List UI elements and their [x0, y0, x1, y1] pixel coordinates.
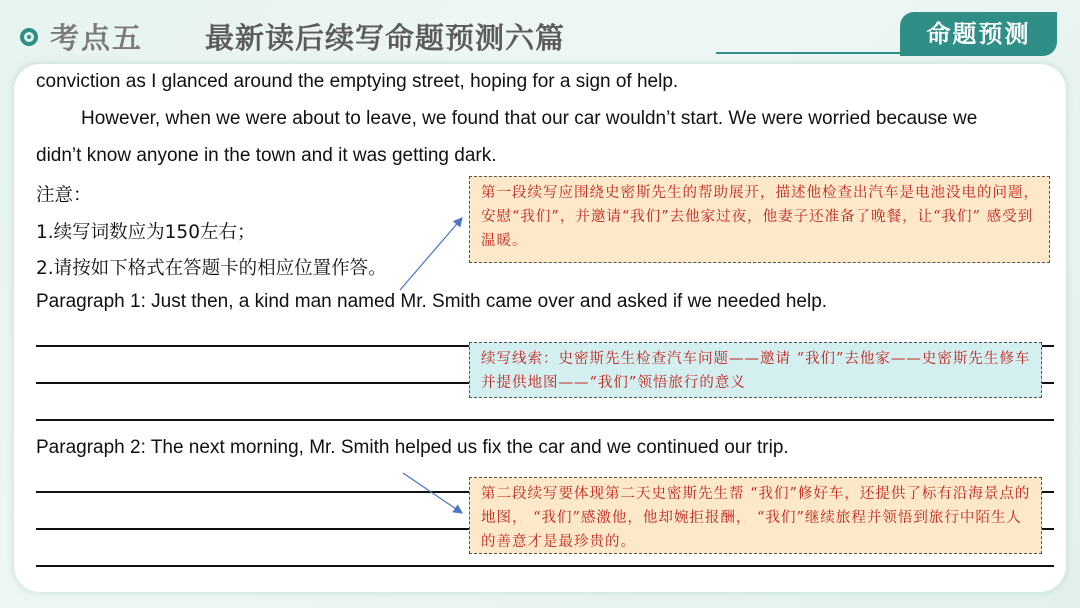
- writing-clue-note: 续写线索：史密斯先生检查汽车问题——邀请 “我们”去他家——史密斯先生修车并提供地图——“我们”领悟旅行的意义: [469, 342, 1042, 398]
- notice-item-1: 1.续写词数应为150左右；: [36, 222, 256, 243]
- text-line-3: didn’t know anyone in the town and it was getting dark.: [36, 145, 497, 166]
- text-line-1: conviction as I glanced around the emptying street, hoping for a sign of help.: [36, 71, 679, 92]
- arrow-to-note-2: [403, 473, 462, 513]
- topic-badge: 命题预测: [900, 12, 1057, 56]
- section-title: 最新读后续写命题预测六篇: [205, 21, 566, 55]
- paragraph-2-hint-note: 第二段续写要体现第二天史密斯先生帮 “我们”修好车，还提供了标有沿海景点的地图， “我们”感激他，他却婉拒报酬， “我们”继续旅程并领悟到旅行中陌生人的善意才是最珍贵的。: [469, 477, 1042, 554]
- paragraph-1-hint-note: 第一段续写应围绕史密斯先生的帮助展开，描述他检查出汽车是电池没电的问题，安慰“我们”，并邀请“我们”去他家过夜，他妻子还准备了晚餐，让“我们” 感受到温暖。: [469, 176, 1050, 263]
- paragraph-2-prompt: Paragraph 2: The next morning, Mr. Smith helped us fix the car and we continued our trip.: [36, 437, 789, 458]
- notice-item-2: 2.请按如下格式在答题卡的相应位置作答。: [36, 258, 387, 279]
- notice-heading: 注意：: [36, 185, 92, 206]
- text-line-2: However, when we were about to leave, we found that our car wouldn’t start. We were worried because we: [81, 108, 978, 129]
- section-label: 考点五: [50, 21, 144, 55]
- paragraph-1-prompt: Paragraph 1: Just then, a kind man named Mr. Smith came over and asked if we needed help.: [36, 291, 828, 312]
- arrow-to-note-1: [400, 218, 462, 290]
